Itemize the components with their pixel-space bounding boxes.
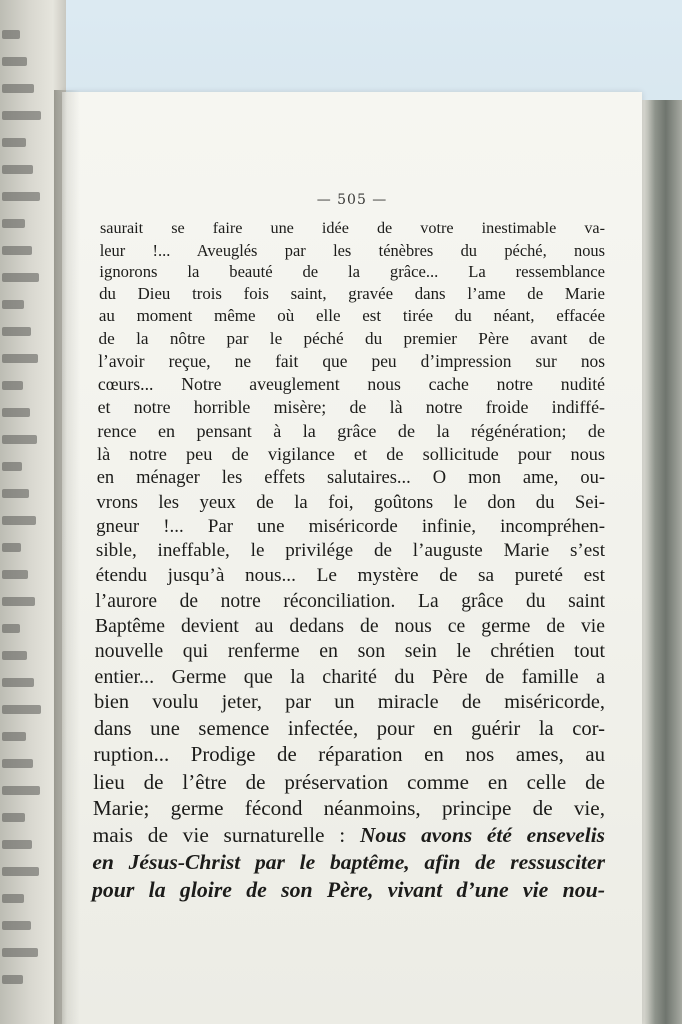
facing-page-text-fragment [2, 651, 27, 660]
facing-page-text-fragment [2, 597, 35, 606]
facing-page-text-fragment [2, 975, 23, 984]
facing-page-text-fragment [2, 678, 34, 687]
text-line: Baptême devient au dedans de nous ce germe de vie [95, 614, 605, 637]
facing-page-text-fragment [2, 246, 32, 255]
facing-page-text-fragment [2, 84, 34, 93]
text-line: rence en pensant à la grâce de la régénération; de [97, 420, 605, 441]
facing-page-text-fragment [2, 57, 27, 66]
text-line: en ménager les effets salutaires... O mon ame, ou- [96, 467, 605, 488]
facing-page-text-fragment [2, 165, 33, 174]
facing-page-text-fragment [2, 786, 40, 795]
text-line-mixed [93, 822, 605, 849]
facing-page-text-fragment [2, 894, 24, 903]
facing-page-text-fragment [2, 543, 21, 552]
text-line: au moment même où elle est tirée du néant, effacée [98, 306, 605, 326]
text-line: là notre peu de vigilance et de sollicitude pour nous [97, 444, 605, 464]
text-line: l’aurore de notre réconciliation. La grâce du saint [95, 590, 605, 612]
text-line: saurait se faire une idée de votre inestimable va- [100, 219, 605, 237]
facing-page-text-fragment [2, 192, 40, 201]
roman-run: mais de vie surnaturelle : [92, 823, 360, 848]
text-line: du Dieu trois fois saint, gravée dans l’ame de Marie [99, 284, 605, 304]
facing-page-text-fragment [2, 30, 20, 39]
facing-page-text-fragment [2, 138, 26, 147]
facing-page-text-fragment [2, 516, 36, 525]
italic-text-line: pour la gloire de son Père, vivant d’une vie nou- [92, 877, 605, 902]
text-line: leur !... Aveuglés par les ténèbres du péché, nous [99, 240, 605, 260]
facing-page-text-fragment [2, 489, 29, 498]
text-line: Marie; germe fécond néanmoins, principe de vie, [92, 796, 605, 821]
spine-shadow [54, 90, 80, 1024]
text-line: de la nôtre par le péché du premier Père avant de [98, 328, 605, 348]
facing-page-text-fragment [2, 462, 22, 471]
facing-page-text-fragment [2, 408, 30, 417]
text-line: sible, ineffable, le privilége de l’auguste Marie s’est [95, 540, 605, 562]
text-line: étendu jusqu’à nous... Le mystère de sa pureté est [95, 564, 605, 586]
facing-page-text-fragment [2, 354, 38, 363]
text-line: nouvelle qui renferme en son sein le chrétien tout [94, 640, 605, 662]
text-line: ignorons la beauté de la grâce... La ressemblance [99, 262, 605, 282]
page-number: — 505 — [316, 192, 388, 208]
text-line: lieu de l’être de préservation comme en celle de [93, 769, 605, 794]
facing-page-text-fragment [2, 219, 25, 228]
facing-page-text-fragment [2, 327, 31, 336]
facing-page-text-fragment [2, 840, 32, 849]
text-line: et notre horrible misère; de là notre froide indiffé- [97, 397, 605, 418]
facing-page-text-fragment [2, 570, 28, 579]
text-line: bien voulu jeter, par un miracle de miséricorde, [94, 691, 605, 714]
facing-page-text-fragment [2, 111, 41, 120]
text-line: dans une semence infectée, pour en guérir la cor- [93, 718, 605, 741]
facing-page-text-fragment [2, 273, 39, 282]
facing-page-text-fragment [2, 624, 20, 633]
facing-page-text-fragment [2, 921, 31, 930]
facing-page-text-fragment [2, 813, 25, 822]
facing-page-text-fragment [2, 948, 38, 957]
facing-page-text-fragment [2, 300, 24, 309]
text-line: gneur !... Par une miséricorde infinie, incompréhen- [96, 515, 605, 537]
italic-text-line: en Jésus-Christ par le baptême, afin de ressusciter [92, 850, 605, 875]
italic-run: Nous avons été ensevelis [359, 823, 606, 848]
facing-page-text-fragment [2, 381, 23, 390]
book-page [62, 92, 642, 1024]
text-line: l’avoir reçue, ne fait que peu d’impression sur nos [98, 351, 605, 372]
text-line: ruption... Prodige de réparation en nos ames, au [93, 743, 605, 767]
facing-page-text-fragment [2, 867, 39, 876]
facing-page-text-fragment [2, 759, 33, 768]
text-line: cœurs... Notre aveuglement nous cache notre nudité [97, 374, 605, 395]
text-line: vrons les yeux de la foi, goûtons le don du Sei- [96, 491, 605, 513]
text-line: entier... Germe que la charité du Père de famille a [94, 665, 605, 688]
facing-page-text-fragment [2, 705, 41, 714]
facing-page-text-fragment [2, 732, 26, 741]
facing-page-text-fragment [2, 435, 37, 444]
